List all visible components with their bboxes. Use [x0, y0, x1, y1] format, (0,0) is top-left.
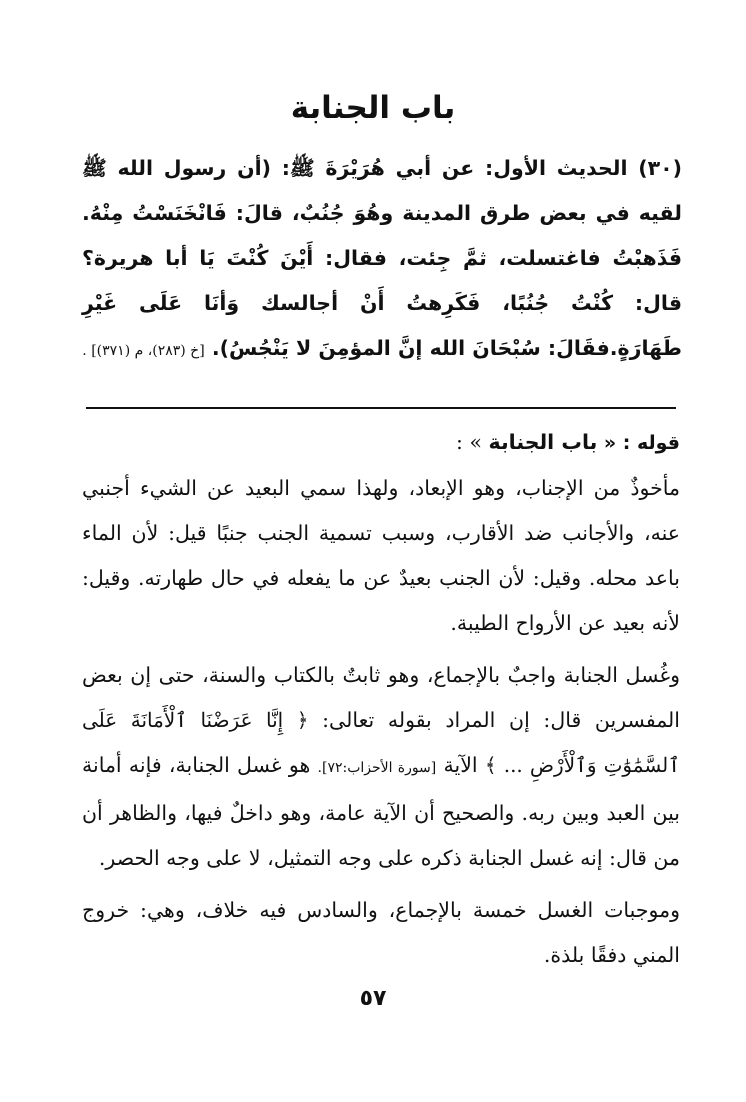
commentary-paragraph-2-ayah: الآية	[443, 753, 478, 777]
surah-reference: [سورة الأحزاب:٧٢].	[317, 760, 437, 776]
quran-verse: ﴿ إِنَّا عَرَضْنَا ٱلْأَمَانَةَ عَلَى ٱلسَّمَٰوَٰتِ وَٱلْأَرْضِ ... ﴾	[82, 708, 680, 777]
hadith-text-block	[82, 146, 682, 374]
commentary-label-open: قوله : «	[603, 432, 680, 454]
commentary-block	[82, 420, 680, 978]
hadith-reference: [خ (٢٨٣)، م (٣٧١)] .	[82, 343, 205, 359]
commentary-paragraph-3: وموجبات الغسل خمسة بالإجماع، والسادس فيه خلاف، وهي: خروج المني دفقًا بلذة.	[82, 898, 680, 967]
footnote-divider	[86, 407, 676, 409]
hadith-text: (٣٠) الحديث الأول: عن أبي هُرَيْرَةَ ﷺ: (أن رسول الله ﷺ لقيه في بعض طرق المدينة وهُوَ جُنُبٌ، قالَ: فَانْخَنَسْتُ مِنْهُ. فَذَهبْتُ فاغتسلت، ثمَّ جِئت، فقال: أَيْنَ كُنْتَ يَا أبا هريرة؟ قال: كُنْتُ جُنُبًا، فَكَرِهتُ أَنْ أجالسك وَأنَا عَلَى غَيْرِ طَهَارَةٍ.فقَالَ: سُبْحَانَ الله إنَّ المؤمِنَ لا يَنْجُسُ).	[82, 156, 682, 360]
commentary-label-term: باب الجنابة	[488, 430, 598, 454]
commentary-heading	[82, 420, 680, 466]
commentary-paragraph-2	[82, 653, 680, 881]
commentary-paragraph-1: مأخوذٌ من الإجناب، وهو الإبعاد، ولهذا سمي البعيد عن الشيء أجنبي عنه، والأجانب ضد الأقارب، وسبب تسمية الجنب جنبًا قيل: لأن الماء باعد محله. وقيل: لأن الجنب بعيدٌ عن ما يفعله في حال طهارته. وقيل: لأنه بعيد عن الأرواح الطيبة.	[82, 476, 680, 635]
commentary-paragraph-2-rest: هو غسل الجنابة، فإنه أمانة بين العبد وبين ربه. والصحيح أن الآية عامة، وهو داخلٌ فيها، والظاهر أن من قال: إنه غسل الجنابة ذكره على وجه التمثيل، لا على وجه الحصر.	[82, 753, 680, 870]
chapter-title: باب الجنابة	[290, 90, 456, 126]
page-number: ٥٧	[359, 986, 387, 1011]
commentary-label-close: » :	[456, 430, 482, 454]
commentary-paragraph-2-intro: وغُسل الجنابة واجبٌ بالإجماع، وهو ثابتٌ بالكتاب والسنة، حتى إن بعض المفسرين قال: إن المراد بقوله تعالى:	[82, 663, 680, 732]
